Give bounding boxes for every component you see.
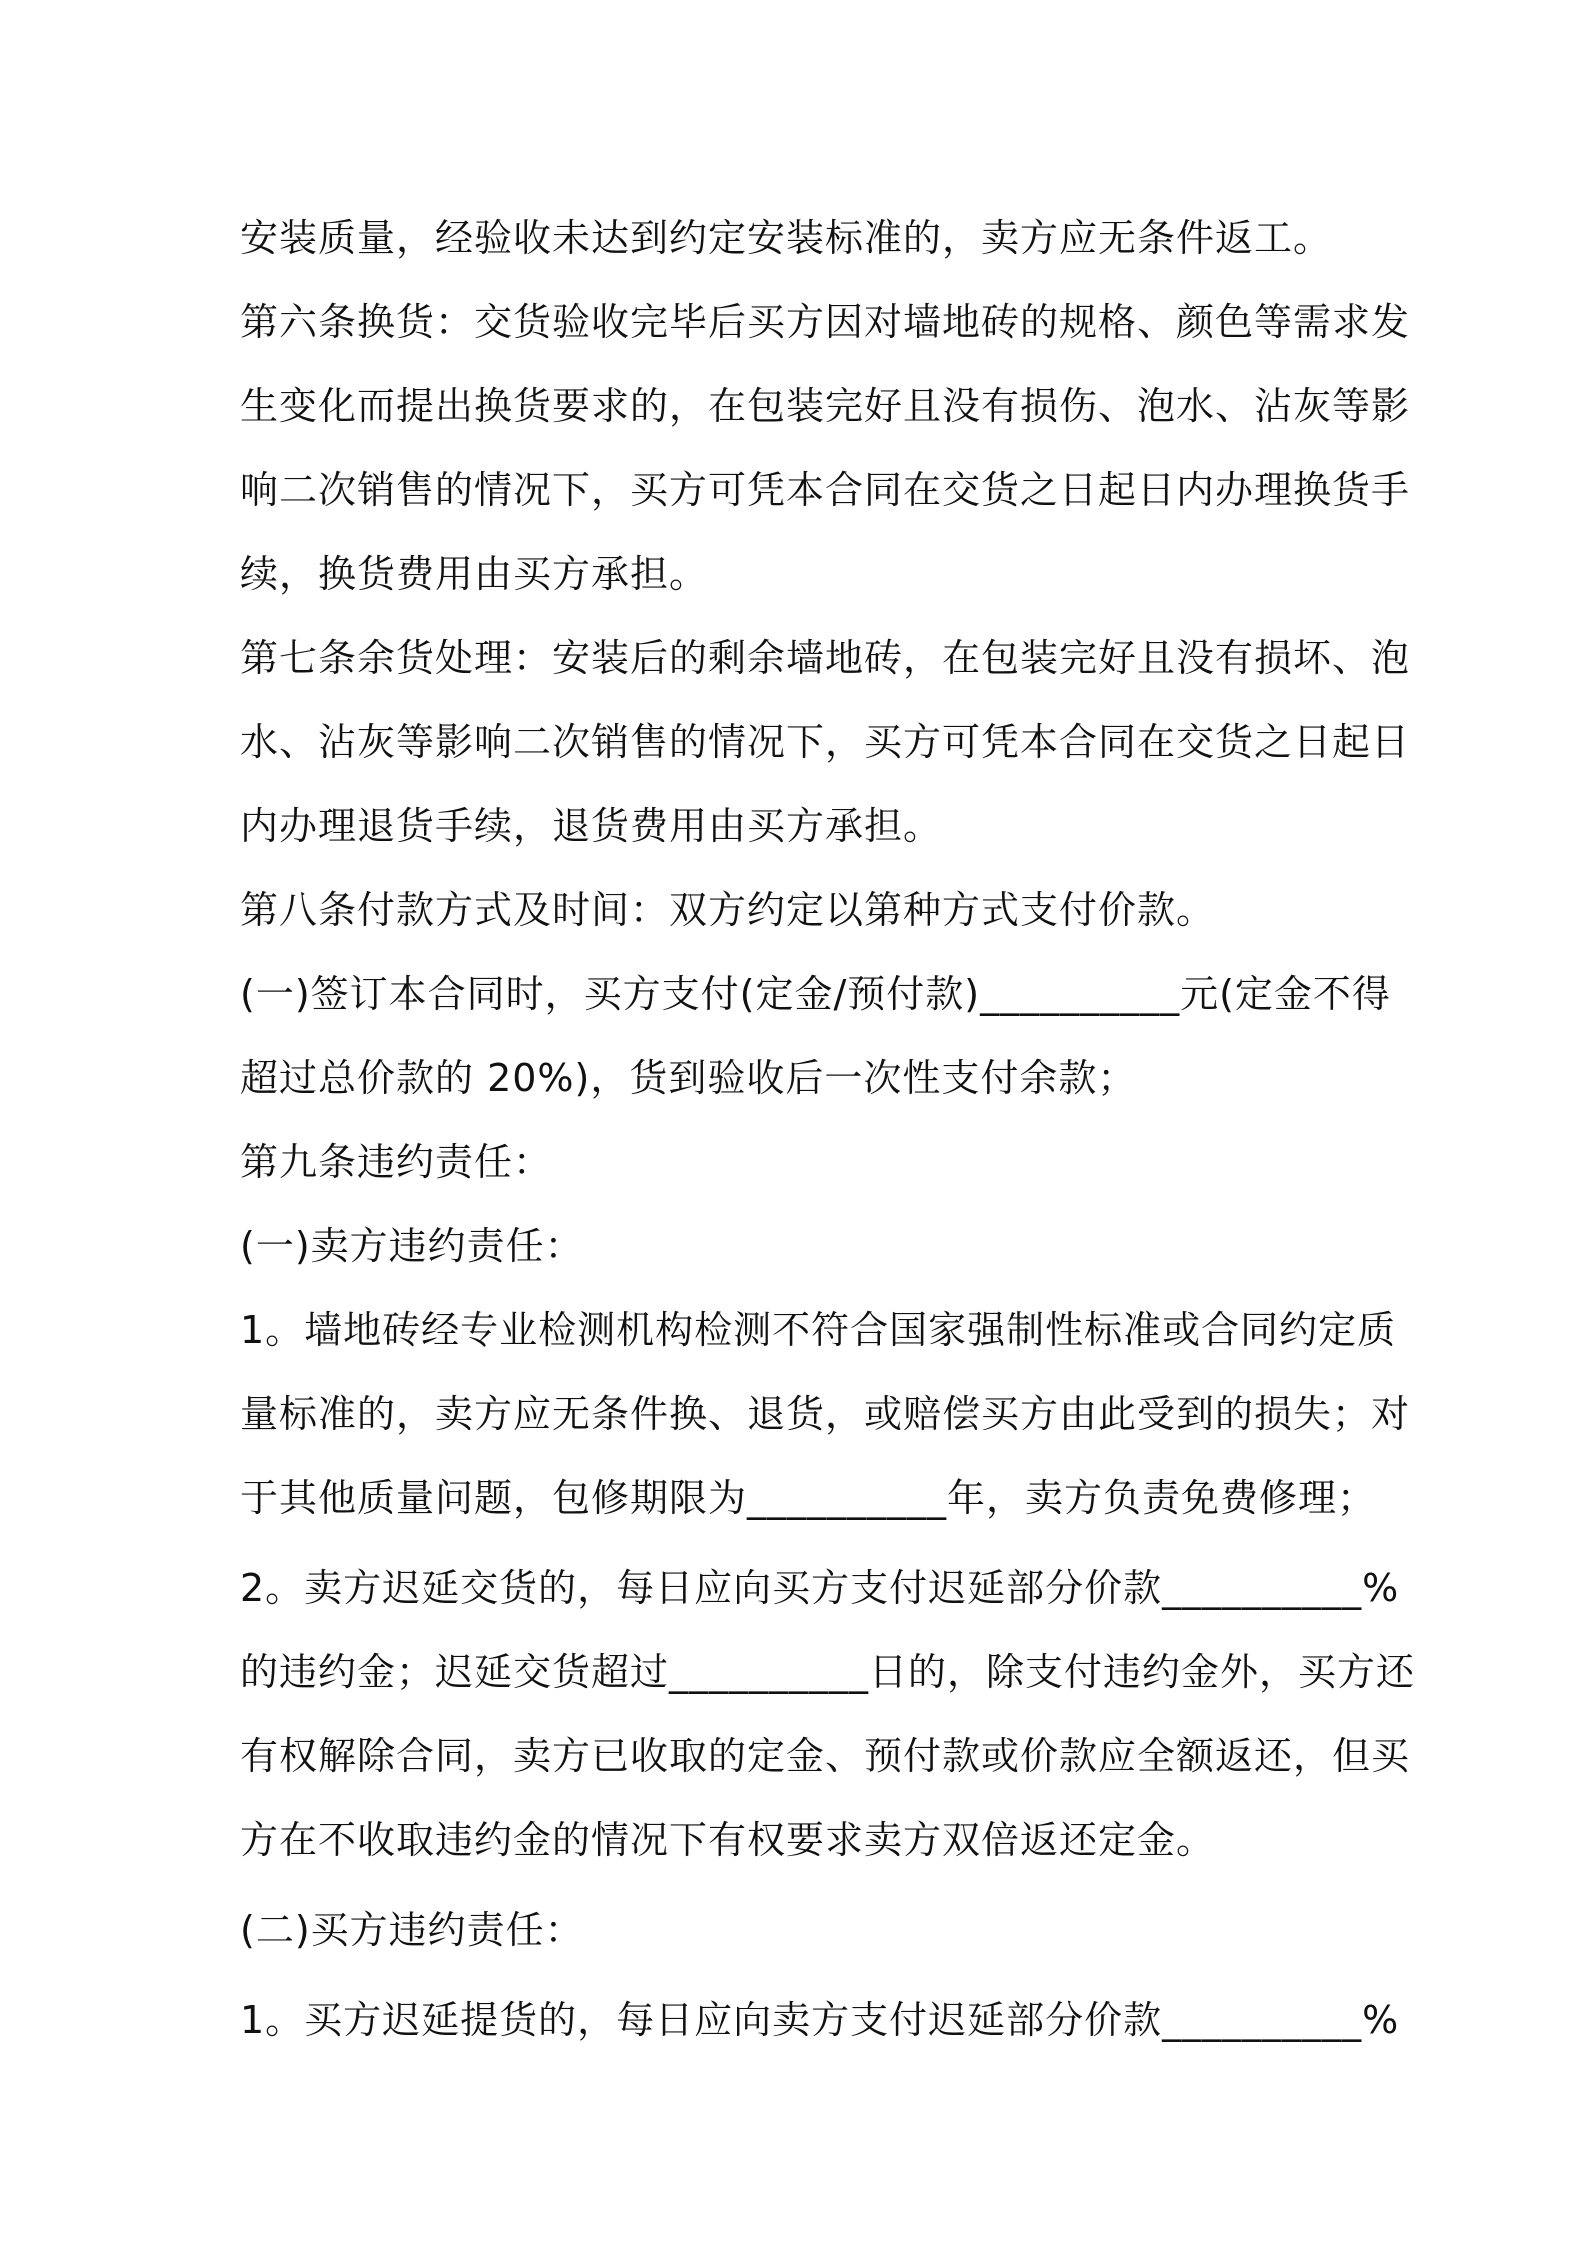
text-line: 第六条换货：交货验收完毕后买方因对墙地砖的规格、颜色等需求发 bbox=[240, 300, 1411, 344]
text-line: 1。墙地砖经专业检测机构检测不符合国家强制性标准或合同约定质 bbox=[240, 1308, 1397, 1352]
text-line: 水、沾灰等影响二次销售的情况下，买方可凭本合同在交货之日起日 bbox=[240, 720, 1411, 764]
text-line: 2。卖方迟延交货的，每日应向买方支付迟延部分价款__________% bbox=[240, 1566, 1400, 1610]
text-line: 方在不收取违约金的情况下有权要求卖方双倍返还定金。 bbox=[240, 1818, 1216, 1862]
text-line: 量标准的，卖方应无条件换、退货，或赔偿买方由此受到的损失；对 bbox=[240, 1392, 1411, 1436]
text-line: 续，换货费用由买方承担。 bbox=[240, 552, 709, 596]
text-line: 第九条违约责任： bbox=[240, 1140, 553, 1184]
text-line: 超过总价款的 20%)，货到验收后一次性支付余款； bbox=[240, 1056, 1137, 1100]
text-line: (一)签订本合同时，买方支付(定金/预付款)__________元(定金不得 bbox=[240, 972, 1391, 1016]
text-line: 第八条付款方式及时间：双方约定以第种方式支付价款。 bbox=[240, 888, 1216, 932]
text-line: 响二次销售的情况下，买方可凭本合同在交货之日起日内办理换货手 bbox=[240, 468, 1411, 512]
text-line: 生变化而提出换货要求的，在包装完好且没有损伤、泡水、沾灰等影 bbox=[240, 384, 1411, 428]
text-line: (二)买方违约责任： bbox=[240, 1908, 584, 1952]
text-line: 有权解除合同，卖方已收取的定金、预付款或价款应全额返还，但买 bbox=[240, 1734, 1411, 1778]
text-line: 于其他质量问题，包修期限为__________年，卖方负责免费修理； bbox=[240, 1476, 1377, 1520]
text-line: (一)卖方违约责任： bbox=[240, 1224, 584, 1268]
text-line: 的违约金；迟延交货超过__________日的，除支付违约金外，买方还 bbox=[240, 1650, 1416, 1694]
text-line: 第七条余货处理：安装后的剩余墙地砖，在包装完好且没有损坏、泡 bbox=[240, 636, 1411, 680]
text-line: 1。买方迟延提货的，每日应向卖方支付迟延部分价款__________% bbox=[240, 1998, 1400, 2042]
text-line: 内办理退货手续，退货费用由买方承担。 bbox=[240, 804, 943, 848]
text-line: 安装质量，经验收未达到约定安装标准的，卖方应无条件返工。 bbox=[240, 216, 1333, 260]
